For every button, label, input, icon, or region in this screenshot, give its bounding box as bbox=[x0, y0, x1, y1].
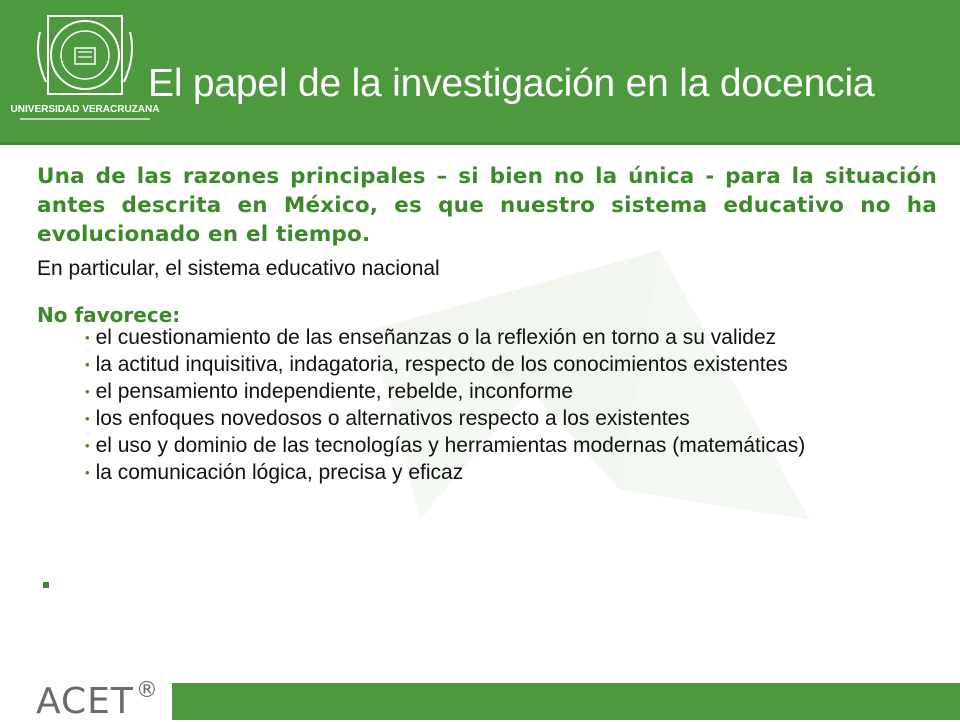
list-item: • la comunicación lógica, precisa y eficaz bbox=[85, 461, 464, 484]
bullet-list bbox=[37, 327, 937, 483]
logo-text: UNIVERSIDAD VERACRUZANA bbox=[10, 104, 160, 115]
list-item: • el pensamiento independiente, rebelde, inconforme bbox=[85, 380, 574, 403]
page-title: El papel de la investigación en la docencia bbox=[148, 62, 875, 105]
list-item: • el cuestionamiento de las enseñanzas o la reflexión en torno a su validez bbox=[85, 326, 777, 349]
footer-bar bbox=[172, 683, 960, 720]
list-item: • los enfoques novedosos o alternativos respecto a los existentes bbox=[85, 407, 690, 430]
header-banner bbox=[0, 0, 960, 145]
bullet-icon: • bbox=[85, 384, 90, 399]
intro-paragraph: Una de las razones principales – si bien no la única - para la situación antes descrita en México, es que nuestro sistema educativo no ha evolucionado en el tiempo. bbox=[37, 164, 937, 247]
slide-content bbox=[37, 162, 937, 489]
bullet-icon: • bbox=[85, 357, 90, 372]
bullet-icon: • bbox=[85, 438, 90, 453]
university-logo bbox=[10, 12, 160, 127]
bullet-icon: • bbox=[85, 465, 90, 480]
acet-logo: ACET® bbox=[36, 678, 159, 722]
context-paragraph: En particular, el sistema educativo nacional bbox=[37, 257, 440, 280]
list-item: • la actitud inquisitiva, indagatoria, respecto de los conocimientos existentes bbox=[85, 353, 788, 376]
bullet-dot-icon bbox=[43, 582, 49, 588]
list-item: • el uso y dominio de las tecnologías y herramientas modernas (matemáticas) bbox=[85, 434, 806, 457]
header-divider bbox=[0, 142, 960, 145]
bullet-icon: • bbox=[85, 330, 90, 345]
subheading: No favorece: bbox=[37, 303, 181, 327]
bullet-icon: • bbox=[85, 411, 90, 426]
